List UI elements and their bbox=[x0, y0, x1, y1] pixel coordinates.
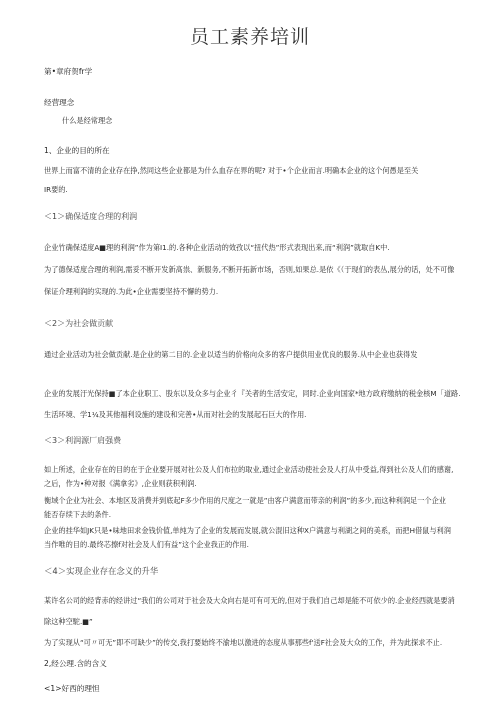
document-title: 员工素养培训 bbox=[189, 26, 310, 48]
paragraph-line: 为了德保适度合理的利润,需妥不断开发新髙祟、新服务,不断开拓新市场，否则,如果总.是依《（于现们的表丛,展分的话，处不可像 bbox=[44, 265, 455, 274]
paragraph-line: 如上所述，企业存在的目的在于企业要开展对社公及人们布拉的取业,通过企业活动使社会及人打从中受益,得到社公及人们的感谢, bbox=[44, 465, 454, 474]
paragraph-line: 之后，作为•种对报《满拿劣》,企业则获积利润. bbox=[44, 479, 197, 488]
paragraph-line: 某许名公司的经背赤的经讲过“我们的公司对于社会及大众向右是可有可无的,但对于我们自己却是能不可依少的.企业经西就是要消 bbox=[44, 596, 455, 605]
paragraph-line: 通过企业活动为社会做贡献.是企业的第二目的.企业以适当的价格向众多的客户提供用业优良的服务.从中企业也获得发 bbox=[44, 350, 418, 359]
point-heading: ＜2＞为社会做贡献 bbox=[44, 319, 114, 328]
paragraph-line: 为了实现从“可〃可无”即不可缺少”的传交,我打要始终不渝地以激进的态度从事那些f'送F社会及大众的工作，并为此探求不止. bbox=[44, 638, 443, 647]
paragraph-line: 企业的挂华如JK只是•味地田求金钱价值,单纯为了企业的发展而发展,就公混旧这种X户满意与利湖之间的美系，而把H借鼠与利润 bbox=[44, 526, 451, 535]
point-heading: <1>好西的理怛 bbox=[44, 684, 100, 693]
numbered-heading: 1、企业的目的所在 bbox=[44, 146, 110, 155]
point-heading: ＜3＞利润源厂肩强费 bbox=[44, 436, 122, 445]
numbered-heading: 2,经公理.含的含义 bbox=[44, 659, 107, 668]
paragraph-line: 企业竹确保适度A■理的利润”作为第I1.的.各种企业活动的效孜以“扭代热”形式表现出来,而“利润”就取自K中. bbox=[44, 243, 390, 252]
paragraph-line: 能否存续下去的条件. bbox=[44, 510, 111, 519]
paragraph-line: IR要的. bbox=[44, 185, 68, 194]
paragraph-line: 当作唯的目的.最终芯擦f对社会及人们有益”这个企业我正的作用. bbox=[44, 540, 249, 549]
paragraph-line: 衡域个企业为社会、本地区及消费并到底起F多少作用的尺度之一就是”由客户满意而带亲的利润”的多少,而这种利润足一个企业 bbox=[44, 496, 446, 505]
paragraph-line: 世界上而富不清的企业存在挣,然同这些企业都是为什么血存在界的呢? 对于•个企业而言.明确本企业的这个何愚是至关 bbox=[44, 166, 419, 175]
paragraph-line: 保证介理利润的实现的.为此•企业需要坚持不懈的势力. bbox=[44, 287, 219, 296]
section-heading: 经营理念 bbox=[44, 98, 75, 107]
paragraph-line: 除这种空駝.■” bbox=[44, 617, 93, 626]
paragraph-line: 生活环境、学1¼及其他福利设施的建设和完善•从而对社会的发展起石巨大的作用. bbox=[44, 410, 307, 419]
chapter-heading: 第•章府贺fr学 bbox=[44, 67, 93, 76]
paragraph-line: 企业的发展汙光保持■了本企业职工、股东以及众多与企业彳『关者的生活安定，同时.企业向国家*地方政府缴纳的税金核M「道路. bbox=[44, 389, 461, 398]
subsection-heading: 什么是经常理念 bbox=[62, 116, 113, 125]
point-heading: ＜4＞实现企业存在念义的升华 bbox=[44, 566, 159, 576]
point-heading: ＜1＞确保适度合理的利润 bbox=[44, 212, 138, 221]
